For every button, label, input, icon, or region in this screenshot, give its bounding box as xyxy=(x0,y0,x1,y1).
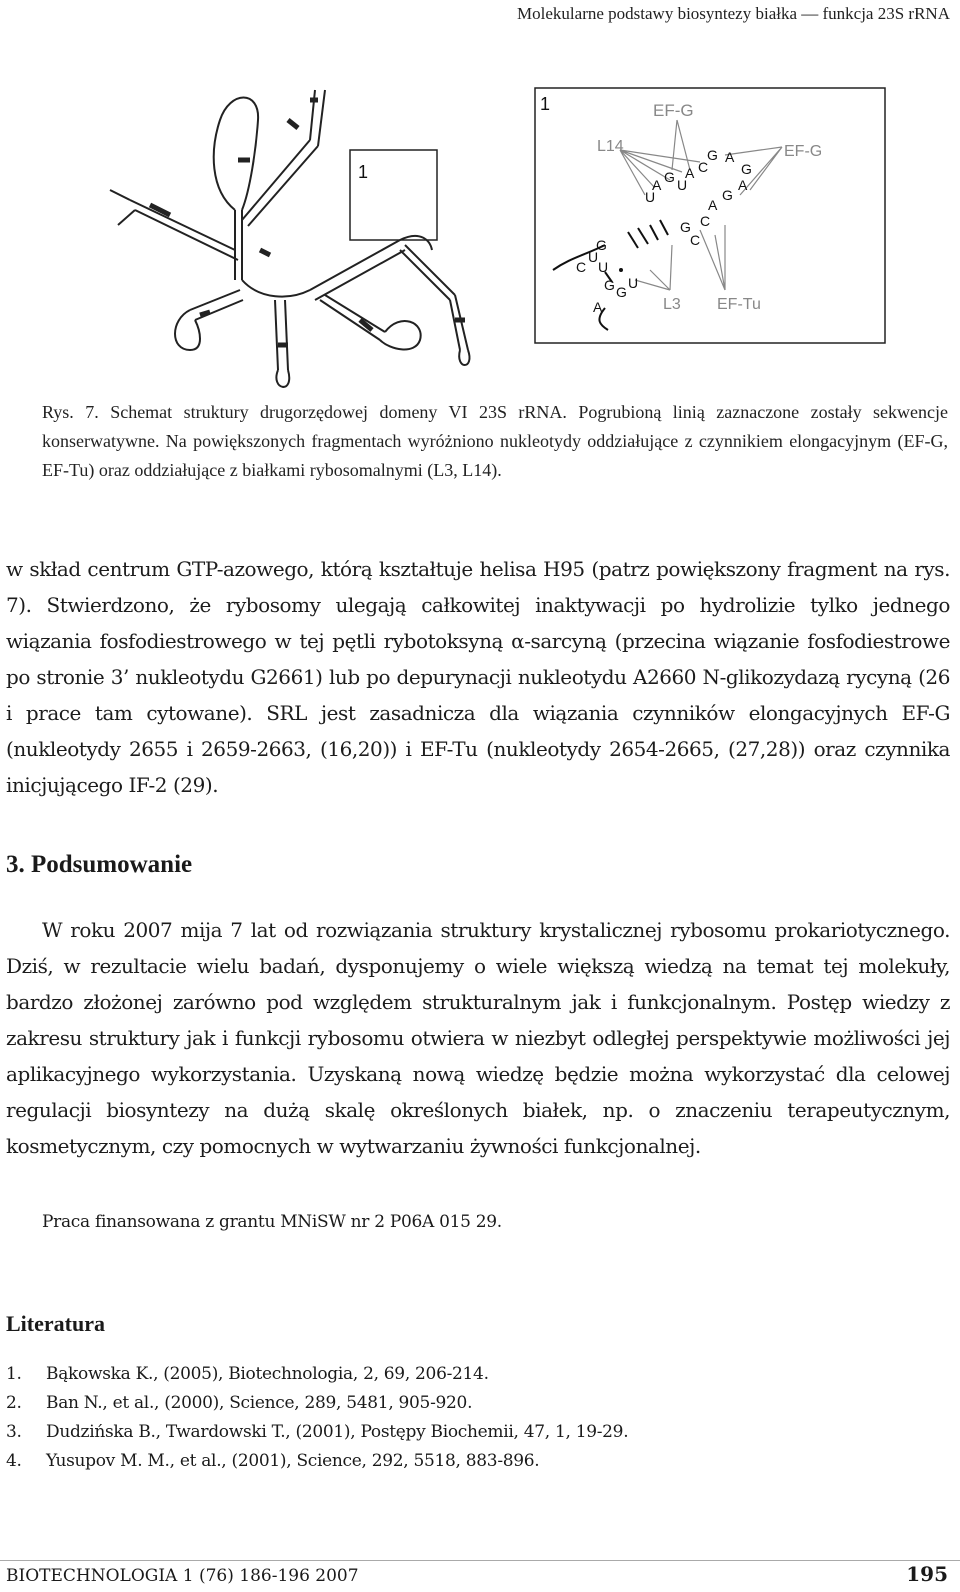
figure-caption xyxy=(42,398,948,485)
svg-text:A: A xyxy=(725,149,735,165)
journal-footer: BIOTECHNOLOGIA 1 (76) 186-196 2007 xyxy=(6,1566,359,1586)
label-efg-top: EF-G xyxy=(653,101,694,120)
references-list xyxy=(6,1360,628,1476)
reference-number: 3. xyxy=(6,1422,22,1442)
panel-label: 1 xyxy=(540,94,551,114)
svg-text:G: G xyxy=(596,237,607,253)
secondary-structure xyxy=(110,90,470,387)
reference-item xyxy=(6,1447,628,1476)
svg-text:U: U xyxy=(677,177,688,193)
footer-rule xyxy=(0,1560,960,1561)
svg-text:C: C xyxy=(690,232,701,248)
svg-text:G: G xyxy=(741,161,752,177)
svg-text:A: A xyxy=(708,197,718,213)
svg-text:G: G xyxy=(604,277,615,293)
page-number: 195 xyxy=(906,1562,948,1586)
svg-text:A: A xyxy=(685,165,695,181)
reference-item xyxy=(6,1418,628,1447)
reference-item xyxy=(6,1360,628,1389)
references-heading: Literatura xyxy=(6,1311,105,1336)
reference-number: 1. xyxy=(6,1364,22,1384)
reference-text: Yusupov M. M., et al., (2001), Science, 292, 5518, 883-896. xyxy=(46,1451,540,1471)
svg-text:U: U xyxy=(588,249,599,265)
caption-text: Schemat struktury drugorzędowej domeny VI 23S rRNA. Pogrubioną linią zaznaczone zostały sekwencje konserwatywne. Na powiększonych fragmentach wyróżniono nukleotydy oddziałujące z czynnikiem elongacyjnym (EF-G, EF-Tu) oraz oddziałujące z białkami rybosomalnymi (L3, L14). xyxy=(42,402,948,480)
svg-text:C: C xyxy=(576,259,587,275)
reference-text: Ban N., et al., (2000), Science, 289, 5481, 905-920. xyxy=(46,1393,473,1413)
paragraph-2: W roku 2007 mija 7 lat od rozwiązania struktury krystalicznej rybosomu prokariotycznego. Dziś, w rezultacie wielu badań, dysponujemy o wiele większą wiedzą na temat tej molekuły, bardzo złożonej zarówno pod względem strukturalnym jak i funkcjonalnym. Postęp wiedzy z zakresu struktury jak i funkcji rybosomu otwiera w niezbyt odległej perspektywie możliwości jej aplikacyjnego wykorzystania. Uzyskaną nową wiedzę będzie można wykorzystać dla celowej regulacji biosyntezy na dużą skalę określonych białek, np. o znaczeniu terapeutycznym, kosmetycznym, czy pomocnych w wytwarzaniu żywności funkcjonalnej. xyxy=(6,918,950,1158)
caption-label: Rys. 7. xyxy=(42,402,99,422)
paragraph-1: w skład centrum GTP-azowego, którą kształtuje helisa H95 (patrz powiększony fragment na rys. 7). Stwierdzono, że rybosomy ulegają całkowitej inaktywacji po hydrolizie tylko jednego wiązania fosfodiestrowego w tej pętli rybotoksyną α-sarcyną (przecina wiązanie fosfodiestrowe po stronie 3’ nukleotydu G2661) lub po depurynacji nukleotydu A2660 N-glikozydazą rycyną (26 i prace tam cytowane). SRL jest zasadnicza dla wiązania czynników elongacyjnych EF-G (nukleotydy 2655 i 2659-2663, (16,20)) i EF-Tu (nukleotydy 2654-2665, (27,28)) oraz czynnika inicjującego IF-2 (29). xyxy=(6,557,950,797)
label-efg-right: EF-G xyxy=(784,143,823,160)
section-heading: 3. Podsumowanie xyxy=(6,851,193,878)
figure-rrna-structure xyxy=(60,50,960,420)
svg-text:G: G xyxy=(664,169,675,185)
svg-text:G: G xyxy=(616,284,627,300)
running-head: Molekularne podstawy biosyntezy białka — funkcja 23S rRNA xyxy=(517,4,950,23)
svg-text:A: A xyxy=(738,177,748,193)
svg-text:U: U xyxy=(645,189,656,205)
gu-dot xyxy=(619,268,623,272)
reference-number: 4. xyxy=(6,1451,22,1471)
label-eftu: EF-Tu xyxy=(717,296,761,313)
label-l3: L3 xyxy=(663,296,681,313)
svg-text:U: U xyxy=(598,259,609,275)
svg-text:G: G xyxy=(722,187,733,203)
label-l14: L14 xyxy=(597,138,624,155)
svg-text:A: A xyxy=(593,299,603,315)
svg-text:C: C xyxy=(700,213,711,229)
svg-text:G: G xyxy=(707,147,718,163)
reference-text: Bąkowska K., (2005), Biotechnologia, 2, 69, 206-214. xyxy=(46,1364,489,1384)
svg-text:U: U xyxy=(628,275,639,291)
svg-text:G: G xyxy=(680,219,691,235)
svg-text:C: C xyxy=(698,159,709,175)
svg-text:A: A xyxy=(652,177,662,193)
reference-number: 2. xyxy=(6,1393,22,1413)
reference-text: Dudzińska B., Twardowski T., (2001), Postępy Biochemii, 47, 1, 19-29. xyxy=(46,1422,629,1442)
inset-label: 1 xyxy=(358,162,369,182)
rrna-diagram xyxy=(60,50,960,400)
reference-item xyxy=(6,1389,628,1418)
funding-note: Praca finansowana z grantu MNiSW nr 2 P06A 015 29. xyxy=(42,1212,502,1232)
zoom-panel xyxy=(535,88,885,343)
